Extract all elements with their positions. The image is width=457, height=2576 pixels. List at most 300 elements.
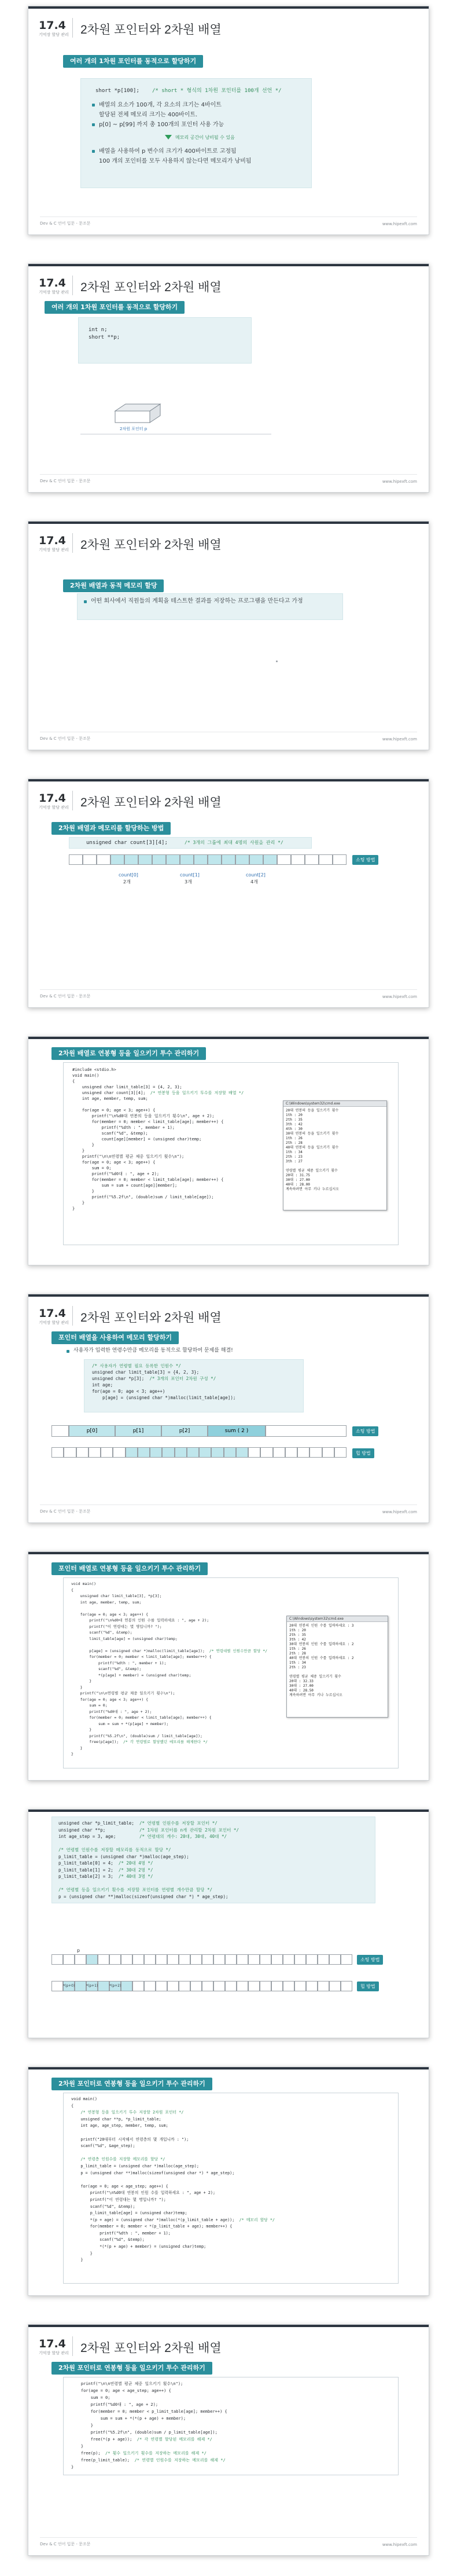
bullet-text: 배열을 사용하여 p 변수의 크기가 400바이트로 고정됨: [99, 148, 237, 155]
code-line: for(age = 0; age < 3; age++) {: [72, 1108, 156, 1113]
memory-cell: [179, 1981, 190, 1991]
slide-title: 2차원 포인터와 2차원 배열: [80, 281, 222, 294]
section-number: 17.4: [39, 2338, 66, 2350]
memory-cell: [260, 1981, 271, 1991]
code-line: p_limit_table[1] = 2; /* 30대 2명 */: [58, 1867, 153, 1873]
code-line: }: [71, 2444, 84, 2449]
code-line: [71, 2130, 275, 2137]
memory-cell: [156, 1981, 167, 1991]
code-line: p_limit_table = (unsigned char *)malloc(age_step);: [58, 1854, 189, 1859]
code-line: [71, 2150, 275, 2157]
memory-cell: [318, 1954, 329, 1965]
section-subtitle: 기억장 할당 관리: [39, 290, 69, 295]
memory-cell: [179, 1954, 190, 1965]
footer-right: www.hipexft.com: [382, 995, 417, 999]
slide-title: 2차원 포인터와 2차원 배열: [80, 23, 222, 36]
code-line: int age, member, temp, sum;: [71, 1599, 142, 1605]
code-line: for(age = 0; age < age_step; age++) {: [71, 2184, 168, 2189]
code-line: free(p[age]); /* 각 연령별로 할당했던 메모리를 해제한다 */: [71, 1740, 208, 1744]
code-line: printf("%d0대 : ", age + 2);: [71, 2402, 159, 2407]
code-line: {: [71, 1587, 73, 1592]
tag-stack: 소팅 방법: [357, 1955, 383, 1965]
memory-cell: [225, 1954, 237, 1965]
slide-3: [28, 521, 429, 750]
memory-row: [51, 1425, 347, 1437]
memory-cell: [126, 1447, 138, 1458]
code-line: [72, 1102, 244, 1107]
memory-cell: [333, 854, 347, 865]
code-line: void main(): [71, 1581, 97, 1586]
memory-cell: [64, 1447, 76, 1458]
code-line: printf("%dth : ", member + 1);: [72, 1125, 175, 1130]
code-line: p = (unsigned char **)malloc(sizeof(unsigned char *) * age_step);: [58, 1894, 228, 1899]
memory-cell: [89, 1447, 101, 1458]
group-size: 4개: [250, 879, 258, 885]
slide-5: [28, 1036, 429, 1265]
console-window: [286, 1616, 388, 1718]
code-line: scanf("%d", &temp);: [71, 2204, 135, 2209]
footer-left: Dev & C 언어 입문 - 문조문: [40, 1509, 91, 1514]
pointer-cell-label: *(p+0): [63, 1984, 75, 1988]
arrow-down-icon: [165, 135, 172, 140]
code-line: {: [72, 1079, 75, 1084]
memory-cell: [51, 1447, 64, 1458]
bullet-text: 사용자가 입력한 연령수만큼 메모리를 동적으로 할당하여 문제를 해결!: [73, 1348, 233, 1353]
code-comment: /* 3개의 그룹에 최대 4명의 사원을 관리 */: [185, 840, 283, 845]
code-comment: /* short * 형식의 1차원 포인터를 100개 선언 */: [152, 88, 282, 94]
code-block: [92, 1363, 235, 1401]
group-label: count[2]: [246, 872, 266, 878]
code-line: }: [71, 2251, 93, 2256]
code-line: scanf("%d", &temp);: [71, 1667, 142, 1671]
memory-cell: [248, 1981, 260, 1991]
memory-cell: [306, 1954, 318, 1965]
code-line: unsigned char limit_table[3], *p[3];: [71, 1594, 162, 1598]
code-line: #include <stdio.h>: [72, 1067, 116, 1072]
divider: [72, 791, 73, 810]
topic-label: 2차원 배열과 동적 메모리 할당: [63, 579, 164, 592]
sum-cell: sum ( 2 ): [208, 1425, 266, 1437]
memory-cell: [97, 854, 110, 865]
slide-title: 2차원 포인터와 2차원 배열: [80, 2342, 222, 2355]
memory-cell: [63, 1954, 75, 1965]
code-line: for(member = 0; member < limit_table[age]; member++) {: [72, 1120, 224, 1124]
memory-cell: [334, 1447, 347, 1458]
code-line: p[age] = (unsigned char *)malloc(limit_table[age]);: [92, 1395, 236, 1400]
memory-cell: [121, 1981, 132, 1991]
code-line: sum = sum + count[age][member];: [72, 1183, 178, 1188]
code-line: for(age = 0; age < 3; age++): [92, 1389, 165, 1394]
code-line: /* 연령층 인원수를 저장할 메모리를 할당 */: [80, 2157, 165, 2162]
bullet-icon: [92, 123, 95, 126]
memory-cell: [305, 854, 319, 865]
footer-right: www.hipexft.com: [382, 479, 417, 484]
footer-right: www.hipexft.com: [382, 222, 417, 226]
memory-cell: [222, 854, 235, 865]
code-line: }: [72, 1189, 94, 1194]
code-line: [71, 1642, 267, 1648]
memory-cell: [294, 1954, 306, 1965]
code-block: [71, 1581, 267, 1757]
topic-label: 2차원 포인터로 연봉형 등을 일으키기 투수 관리하기: [51, 2078, 212, 2090]
memory-cell: [124, 854, 138, 865]
footer-left: Dev & C 언어 입문 - 문조문: [40, 479, 91, 483]
memory-cell: [248, 1447, 260, 1458]
footer-left: Dev & C 언어 입문 - 문조문: [40, 736, 91, 741]
code-line: sum = sum + *(*(p + age) + member);: [71, 2416, 186, 2421]
code-block: [71, 2096, 275, 2264]
code-line: for(member = 0; member < limit_table[age]; member++) {: [71, 1654, 212, 1659]
slide-title: 2차원 포인터와 2차원 배열: [80, 796, 222, 809]
memory-cell: [248, 1954, 260, 1965]
memory-cell: [263, 854, 277, 865]
memory-cell: [294, 1981, 306, 1991]
memory-cell: [237, 1981, 248, 1991]
code-line: sum = 0;: [72, 1166, 112, 1170]
memory-cell: [213, 1981, 225, 1991]
code-line: *(p[age] + member) = (unsigned char)temp;: [71, 1672, 191, 1678]
memory-cell: [101, 1447, 113, 1458]
bullet-icon: [92, 150, 95, 153]
tag-stack: 소팅 방법: [352, 1426, 378, 1436]
bullet-text: 어떤 회사에서 직원들의 계획을 테스트한 결과를 저장하는 프로그램을 만든다고 가정: [91, 598, 303, 604]
heap-row: [51, 1981, 352, 1991]
code-line: printf("\n%d0대 연봉의 인원 수를 입력하세요 : ", age + 2);: [71, 1618, 209, 1623]
code-block: [71, 2380, 227, 2471]
memory-cell: [291, 854, 305, 865]
code-line: for(age = 0; age < age_step; age++) {: [71, 2388, 171, 2393]
code-line: }: [71, 1752, 73, 1756]
code-line: }: [72, 1148, 85, 1153]
memory-cell: [83, 854, 97, 865]
memory-cell: [180, 854, 194, 865]
memory-cell: [236, 1447, 248, 1458]
console-title: C:\Windows\system32\cmd.exe: [287, 1616, 388, 1622]
code-line: printf("\n\n연령별 평균 체중 일으키기 횟수\n");: [71, 2381, 183, 2386]
memory-cell: [144, 1954, 156, 1965]
memory-cell: [113, 1447, 125, 1458]
section-subtitle: 기억장 할당 관리: [39, 1320, 69, 1325]
memory-cell: [156, 1954, 167, 1965]
code-line: [58, 1840, 239, 1847]
memory-cell: [98, 1954, 109, 1965]
slide-1: [28, 6, 429, 235]
group-size: 2개: [123, 879, 131, 885]
code-line: printf("\n%d0대 연봉의 인원 수를 입력하세요 : ", age + 2);: [71, 2190, 216, 2196]
code-line: unsigned char **p; /* 1차원 포인터를 n개 관리할 2차원 포인터 */: [58, 1827, 239, 1833]
code-line: p_limit_table[0] = 4; /* 20대 4명 */: [58, 1861, 153, 1866]
code-line: printf("이 연령대는 몇 명입니까? ");: [71, 2197, 166, 2202]
slide-topbar: [28, 1810, 429, 1812]
code-line: unsigned char *p[3]; /* 3개의 포인터 2차원 구성 */: [92, 1376, 216, 1381]
section-number: 17.4: [39, 1307, 66, 1320]
memory-cell: [69, 854, 83, 865]
footer-line: [40, 2537, 417, 2538]
code-line: unsigned char limit_table[3] = {4, 2, 3};: [72, 1085, 182, 1089]
tag-stack: 소팅 방법: [352, 855, 378, 865]
slide-title: 2차원 포인터와 2차원 배열: [80, 538, 222, 552]
memory-cell: [51, 1981, 63, 1991]
memory-cell: [235, 854, 249, 865]
code-line: }: [71, 1745, 83, 1751]
bullet-text: 할당된 전체 메모리 크기는 400바이트.: [99, 112, 198, 118]
code-line: for(member = 0; member < limit_table[age]; member++) {: [71, 1715, 212, 1720]
code-line: scanf("%d", &temp);: [72, 1131, 148, 1136]
dot: [276, 660, 278, 662]
code-line: unsigned char count[3][4]; /* 연봉형 등을 일으키기 투수를 저장할 배열 */: [72, 1091, 244, 1095]
footer-right: www.hipexft.com: [382, 737, 417, 742]
code-line: }: [72, 1206, 75, 1211]
memory-cell: [224, 1447, 236, 1458]
code-line: printf("%5.2f\n", (double)sum / limit_table[age]);: [72, 1195, 214, 1199]
memory-cell: [166, 854, 180, 865]
memory-cell: [162, 1447, 174, 1458]
code-line: *(p + age) = (unsigned char *)malloc(*(p_limit_table + age)); /* 메모리 할당 */: [71, 2217, 275, 2222]
memory-cell: [260, 1954, 271, 1965]
memory-cell: [202, 1981, 213, 1991]
code-line: for(member = 0; member < limit_table[age]; member++) {: [72, 1177, 224, 1182]
slide-8: [28, 1809, 429, 2038]
slide-topbar: [28, 1552, 429, 1554]
memory-cell: [237, 1954, 248, 1965]
memory-cell: [187, 1447, 199, 1458]
divider: [72, 533, 73, 553]
code-line: p_limit_table = (unsigned char *)malloc(age_step);: [71, 2163, 199, 2168]
code-line: }: [72, 1201, 85, 1205]
divider: [72, 276, 73, 295]
code-line: sum = 0;: [71, 2395, 110, 2400]
code-line: printf("%d0대 : ", age + 2);: [72, 1172, 160, 1176]
pointer-cell-label: *(p+1): [86, 1984, 98, 1988]
memory-cell: [86, 1954, 98, 1965]
slide-6: [28, 1294, 429, 1523]
bullet-text: 배열의 요소가 100개, 각 요소의 크기는 4바이트: [99, 102, 222, 108]
memory-cell: [167, 1954, 179, 1965]
memory-row: [51, 1954, 352, 1965]
section-subtitle: 기억장 할당 관리: [39, 32, 69, 37]
memory-cell: [75, 1981, 86, 1991]
group-label: count[0]: [119, 872, 138, 878]
memory-cell: [266, 1425, 347, 1437]
code-line: printf("이 연령대는 몇 명입니까? ");: [71, 1624, 162, 1629]
memory-cell: [132, 1981, 144, 1991]
memory-cell: [225, 1981, 237, 1991]
code-line: scanf("%d", &temp);: [71, 2237, 145, 2243]
memory-cell: [199, 1447, 211, 1458]
console-output: 20대 연봉의 인원 수를 입력하세요 : 3 1th : 20 2th : 35 3th : 42 30대 연봉의 인원 수를 입력하세요 : 2 1th : 26 2th : 28 40대 연봉의 인원 수를 입력하세요 : 2 1th : 34 2th : 23 연령별 평균 체중 일으키기 횟수 20대 : 32.33 30대 : 27.00 40대 : 28.50 계속하려면 아무 키나 누르십시오: [289, 1624, 354, 1697]
memory-cell: [329, 1981, 341, 1991]
console-window: [283, 1100, 387, 1210]
code-line: }: [71, 2258, 83, 2263]
memory-cell: [213, 1954, 225, 1965]
divider: [72, 18, 73, 38]
code-line: unsigned char **p, *p_limit_table;: [71, 2116, 161, 2122]
memory-cell: [260, 1447, 272, 1458]
memory-cell: [144, 1981, 156, 1991]
topic-label: 2차원 포인터로 연봉형 등을 일으키기 투수 관리하기: [51, 2362, 212, 2375]
memory-cell: [318, 1981, 329, 1991]
divider: [72, 2336, 73, 2356]
code-line: /* 사용자가 연령별 필요 등록한 인원수 */: [92, 1363, 181, 1368]
group-size: 3개: [185, 879, 192, 885]
code-line: short **p;: [89, 335, 120, 340]
code-line: p_limit_table[2] = 3; /* 40대 3명 */: [58, 1874, 153, 1879]
code-line: int age, member, temp, sum;: [72, 1096, 148, 1101]
code-block: [72, 1067, 244, 1212]
memory-cell: [175, 1447, 187, 1458]
code-line: scanf("%d", &temp);: [71, 1630, 132, 1635]
pointer-cell: p[2]: [161, 1425, 208, 1437]
memory-cell: [271, 1981, 283, 1991]
slide-topbar: [28, 2067, 429, 2069]
pointer-cell: p[0]: [69, 1425, 115, 1437]
memory-cell: [110, 854, 124, 865]
code-line: printf("%dth : ", member + 1);: [71, 2230, 171, 2236]
code-line: [71, 1605, 267, 1612]
memory-cell: [285, 1447, 297, 1458]
footer-left: Dev & C 언어 입문 - 문조문: [40, 994, 91, 999]
memory-cell: [297, 1447, 309, 1458]
code-line: unsigned char limit_table[3] = {4, 2, 3};: [92, 1370, 200, 1375]
topic-label: 2차원 배열과 메모리를 할당하는 방법: [51, 822, 171, 835]
memory-cell: [208, 854, 222, 865]
tag-heap: 힙 방법: [352, 1448, 374, 1458]
memory-cell: [249, 854, 263, 865]
slide-topbar: [28, 264, 429, 266]
code-line: {: [71, 2103, 74, 2108]
memory-cells: [69, 854, 347, 865]
code-line: for(age = 0; age < 3; age++) {: [71, 1697, 149, 1702]
tag-heap: 힙 방법: [357, 1981, 379, 1991]
section-number: 17.4: [39, 792, 66, 805]
code-line: unsigned char *p_limit_table; /* 연령별 인원수를 저장할 포인터 */: [58, 1821, 218, 1826]
code-line: p_limit_table[age] = (unsigned char)temp;: [71, 2211, 187, 2216]
code-block: [58, 1820, 239, 1900]
memory-cell: [76, 1447, 89, 1458]
memory-cell: [283, 1954, 294, 1965]
code-line: free(*(p + age)); /* 각 연령별 할당된 메모리를 해제 */: [71, 2437, 212, 2442]
memory-cell: [277, 854, 291, 865]
memory-cell: [190, 1954, 202, 1965]
slide-2: [28, 263, 429, 493]
memory-cell: [152, 854, 166, 865]
memory-cell: [322, 1447, 334, 1458]
section-subtitle: 기억장 할당 관리: [39, 2351, 69, 2355]
topic-label: 포인터 배열을 사용하여 메모리 할당하기: [51, 1331, 179, 1344]
code-line: void main(): [71, 2097, 98, 2101]
topic-label: 2차원 배열로 연봉형 등을 일으키기 투수 관리하기: [51, 1047, 206, 1060]
footer-line: [40, 1504, 417, 1505]
section-number: 17.4: [39, 19, 66, 32]
code-line: }: [71, 1679, 92, 1683]
slide-4: [28, 779, 429, 1008]
memory-cell: [319, 854, 333, 865]
memory-cell: [273, 1447, 285, 1458]
memory-cell: [190, 1981, 202, 1991]
pointer-label: p: [77, 1948, 80, 1953]
bullet-icon: [84, 600, 87, 603]
memory-cell: [121, 1954, 132, 1965]
code-line: for(age = 0; age < 3; age++) {: [71, 1612, 149, 1617]
code-line: int age_step = 3, age; /* 연령대의 개수: 20대, 30대, 40대 */: [58, 1834, 227, 1839]
slide-topbar: [28, 2325, 429, 2327]
group-label: count[1]: [180, 872, 200, 878]
code-line: free(p_limit_table); /* 연령별 인원수를 저장하는 메모리를 해제 */: [71, 2458, 226, 2463]
slide-7: [28, 1551, 429, 1781]
pointer-cell-label: *(p+2): [109, 1984, 121, 1988]
topic-label: 여러 개의 1차원 포인터를 동적으로 할당하기: [63, 55, 203, 68]
code-line: }: [71, 2423, 93, 2428]
memory-cell: [271, 1954, 283, 1965]
section-subtitle: 기억장 할당 관리: [39, 548, 69, 552]
memory-cell: [51, 1954, 63, 1965]
console-output: 20대 연봉의 등을 일으키기 횟수 1th : 20 2th : 35 3th : 42 4th : 30 30대 연봉의 등을 일으키기 횟수 1th : 26 2th : 28 40대 연봉의 등을 일으키기 횟수 1th : 34 2th : 23 3th : 27 연령별 평균 체중 일으키기 횟수 20대 : 31.75 30대 : 27.00 40대 : 28.00 계속하려면 아무 키나 누르십시오: [286, 1109, 339, 1191]
slide-10: [28, 2324, 429, 2556]
memory-cell: [51, 1425, 69, 1437]
code-line: }: [71, 1685, 83, 1690]
slide-topbar: [28, 1037, 429, 1039]
code-line: printf("%d0대 : ", age + 2);: [71, 1709, 152, 1714]
bullet-icon: [67, 1350, 69, 1353]
code-line: int age;: [92, 1382, 113, 1388]
section-subtitle: 기억장 할당 관리: [39, 805, 69, 810]
slide-topbar: [28, 779, 429, 781]
arrow-note: 메모리 공간이 낭비될 수 있음: [175, 135, 235, 140]
footer-line: [40, 989, 417, 990]
code-line: *(*(p + age) + member) = (unsigned char)temp;: [71, 2244, 207, 2250]
code-line: }: [71, 1727, 92, 1732]
code-line: scanf("%d", &age_step);: [71, 2144, 135, 2149]
code-line: printf("\n%d0대 연봉의 등을 일으키기 횟수\n", age + 2);: [72, 1114, 215, 1118]
memory-cell: [98, 1981, 109, 1991]
stack-label: 2차원 포인터 p: [120, 427, 148, 431]
memory-cell: [309, 1447, 322, 1458]
footer-left: Dev & C 언어 입문 - 문조문: [40, 2542, 91, 2546]
footer-left: Dev & C 언어 입문 - 문조문: [40, 221, 91, 226]
memory-cell: [306, 1981, 318, 1991]
code-line: count[age][member] = (unsigned char)temp;: [72, 1137, 202, 1142]
code-line: for(member = 0; member < p_limit_table[age]; member++) {: [71, 2409, 227, 2414]
heap-row: [51, 1447, 347, 1458]
code-line: }: [71, 2465, 74, 2469]
memory-cell: [194, 854, 208, 865]
memory-cell: [150, 1447, 162, 1458]
memory-cell: [341, 1954, 352, 1965]
memory-cell: [211, 1447, 223, 1458]
code-line: /* 연봉형 등을 일으키기 투수 저장할 2차원 포인터 */: [80, 2110, 184, 2115]
footer-line: [40, 216, 417, 217]
memory-cell: [138, 1447, 150, 1458]
bullet-icon: [92, 104, 95, 107]
slide-topbar: [28, 522, 429, 524]
bullet-text: p[0] ~ p[99] 까지 총 100개의 포인터 사용 가능: [99, 122, 224, 128]
pointer-cell: p[1]: [115, 1425, 161, 1437]
section-number: 17.4: [39, 277, 66, 289]
memory-cell: [341, 1981, 352, 1991]
code-line: printf("\n\n연령별 평균 체중 일으키기 횟수\n");: [72, 1154, 185, 1159]
code-line: printf("20대부터 시작해서 연령층의 몇 개입니까 : ");: [71, 2137, 189, 2142]
memory-cell: [138, 854, 152, 865]
slide-9: [28, 2067, 429, 2296]
memory-cell: [75, 1954, 86, 1965]
slide-topbar: [28, 6, 429, 9]
code-line: limit_table[age] = (unsigned char)temp;: [71, 1636, 178, 1641]
slide-title: 2차원 포인터와 2차원 배열: [80, 1311, 222, 1324]
code-line: printf("\n\n연령별 평균 체중 일으키기 횟수\n");: [71, 1691, 175, 1696]
memory-stack-diagram: [80, 366, 277, 441]
code-line: printf("%5.2f\n", (double)sum / limit_table[age]);: [71, 1733, 202, 1738]
memory-cell: [202, 1954, 213, 1965]
